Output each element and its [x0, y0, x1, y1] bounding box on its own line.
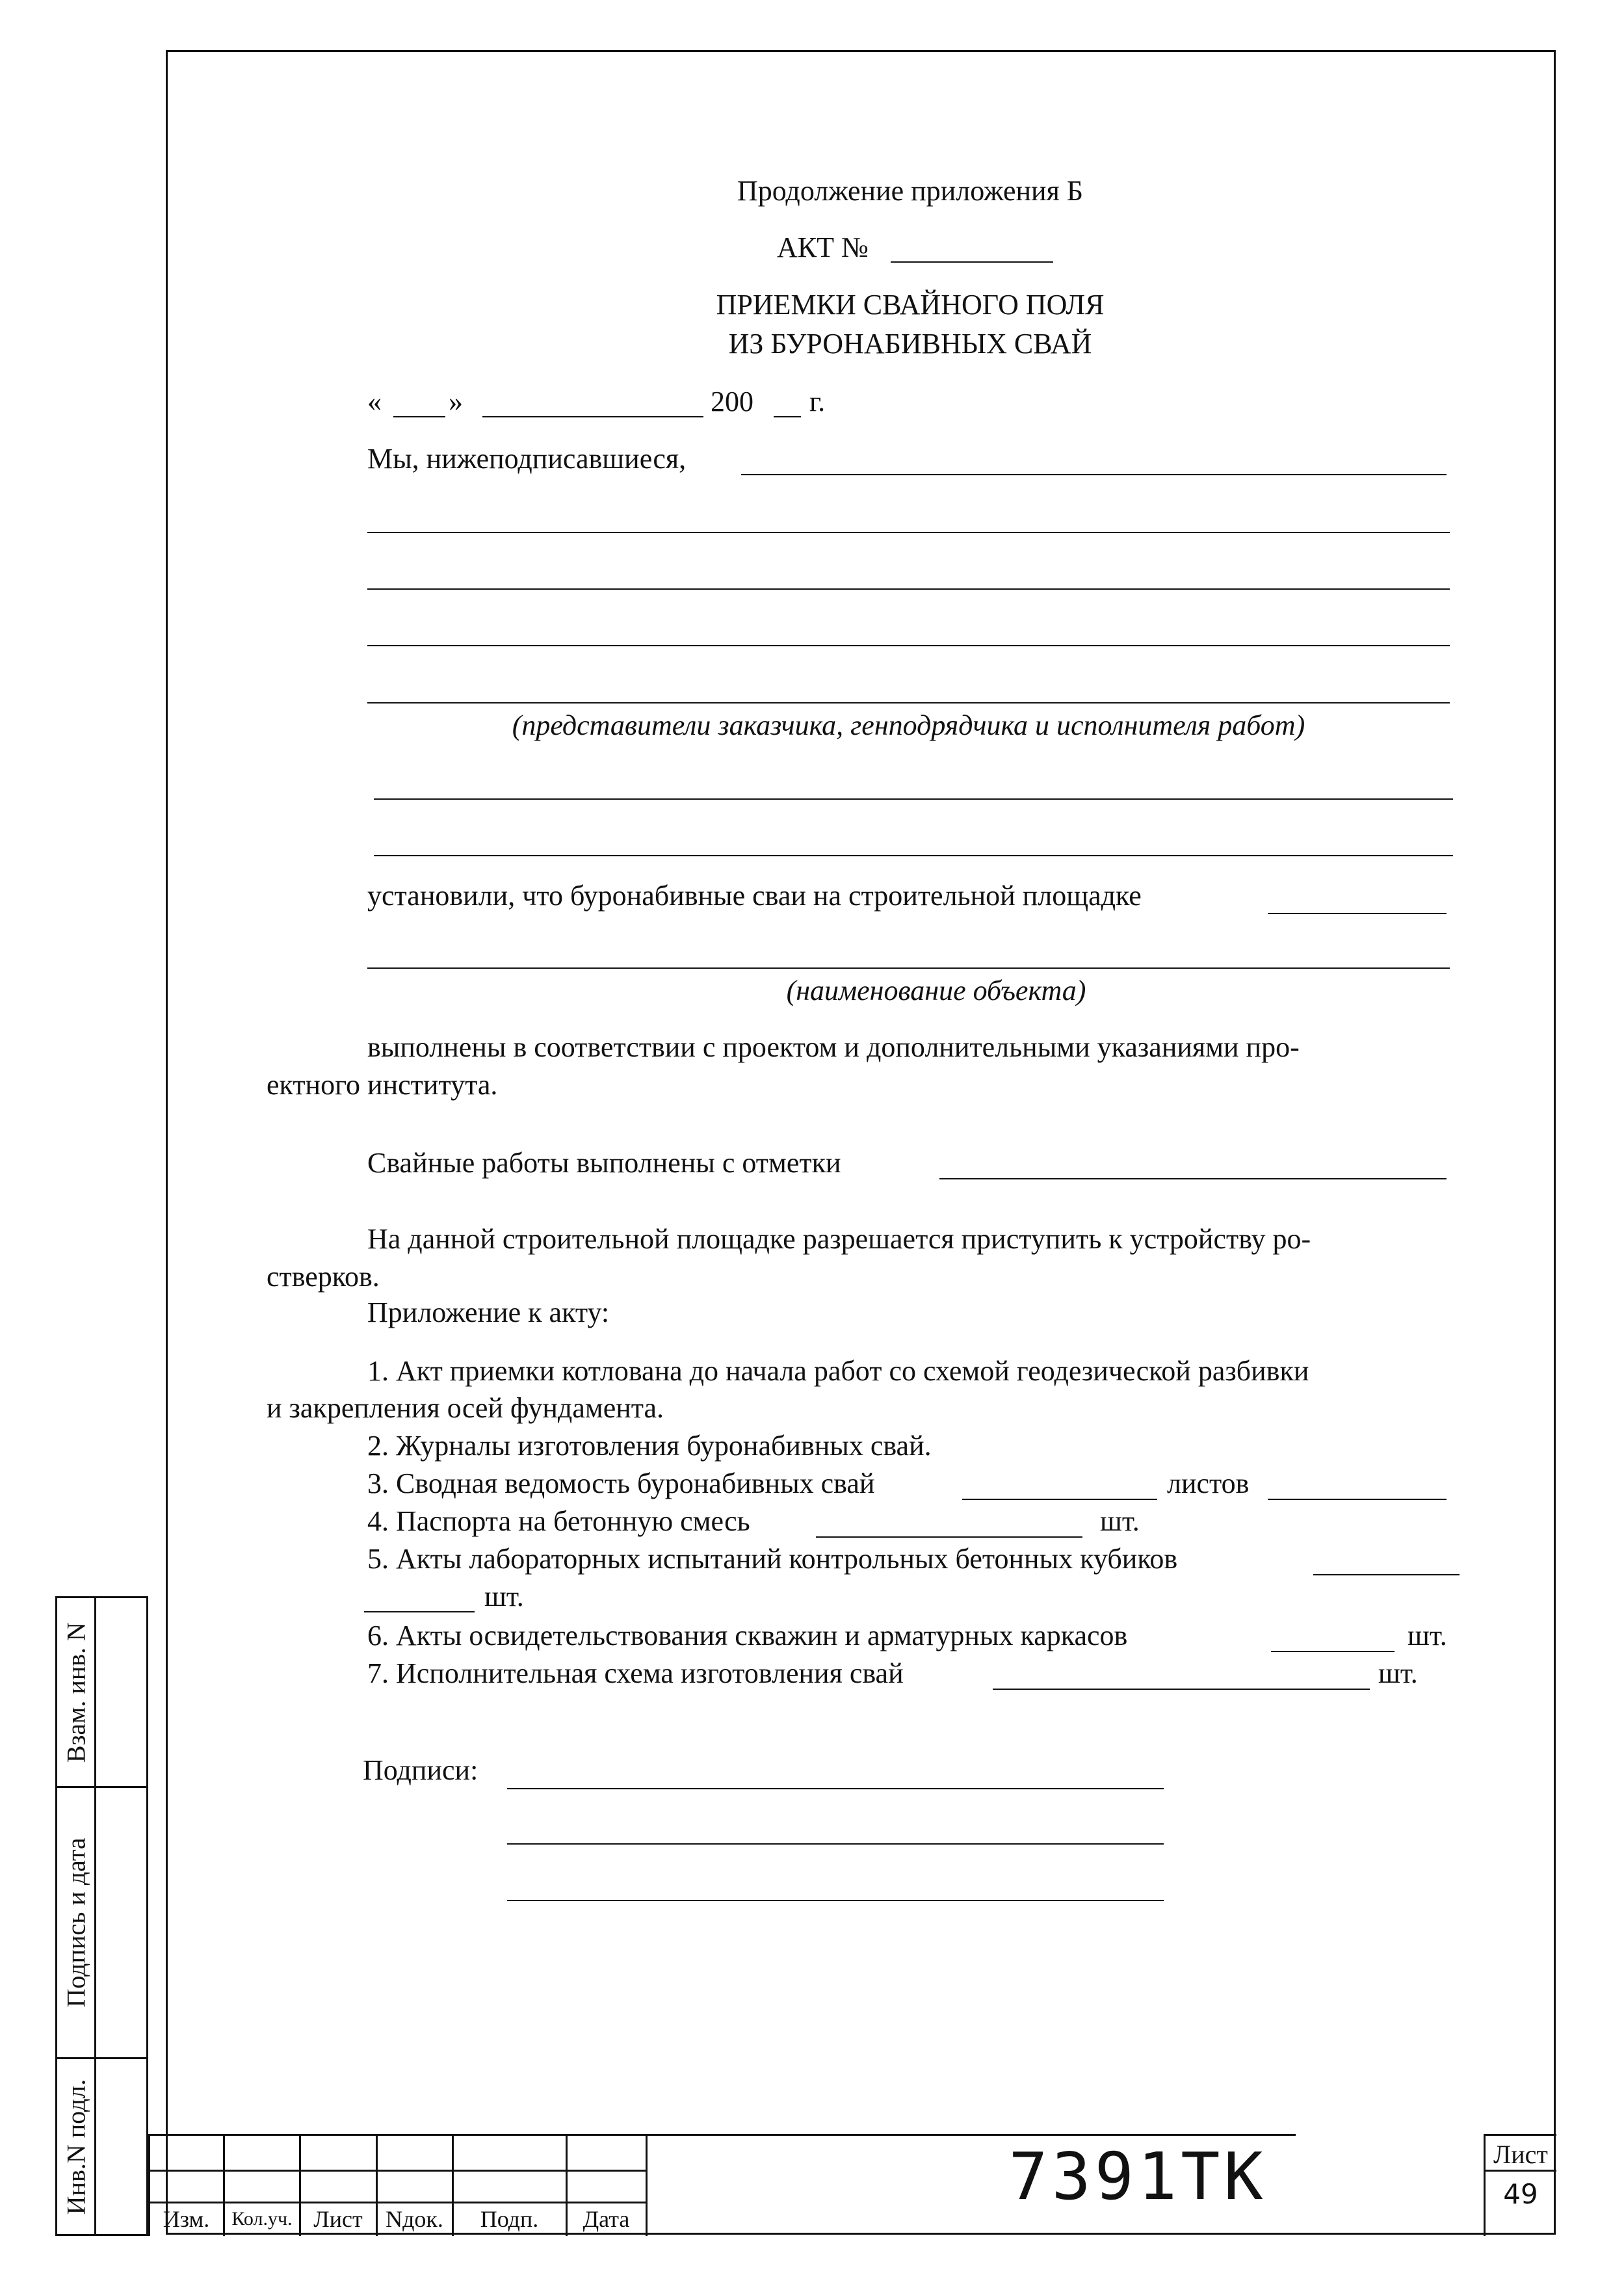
sheet-cell-top-border	[1484, 2134, 1556, 2136]
appendix-item-3: 3. Сводная ведомость буронабивных свай	[367, 1467, 875, 1499]
act-title-line2: ИЗ БУРОНАБИВНЫХ СВАЙ	[728, 328, 1092, 360]
date-open-quote: «	[367, 386, 382, 417]
pile-works-text: Свайные работы выполнены с отметки	[367, 1147, 841, 1179]
date-close-quote: »	[449, 386, 463, 417]
col-podp-label: Подп.	[480, 2206, 539, 2232]
side-stamp-inv-original	[55, 2057, 148, 2236]
item7-count-blank	[993, 1689, 1370, 1690]
appendix-item-4: 4. Паспорта на бетонную смесь	[367, 1505, 750, 1537]
title-block-top-border	[148, 2134, 1296, 2136]
performed-text-line1: выполнены в соответствии с проектом и дополнительными указаниями про-	[367, 1031, 1300, 1063]
pile-works-elevation-blank	[939, 1178, 1447, 1179]
date-day-blank	[393, 416, 445, 417]
item5-count-blank-a	[1313, 1574, 1460, 1575]
sheet-number: 49	[1503, 2178, 1538, 2210]
sheet-label: Лист	[1493, 2140, 1548, 2169]
signature-blank-3	[507, 1900, 1164, 1901]
signatories-blank-7	[374, 855, 1453, 856]
object-caption: (наименование объекта)	[786, 975, 1086, 1006]
signatories-blank-6	[374, 798, 1453, 800]
signatories-blank-4	[367, 645, 1450, 646]
we-signed-text: Мы, нижеподписавшиеся,	[367, 443, 687, 475]
item3-count-blank	[962, 1499, 1157, 1500]
col-kol-label: Кол.уч.	[231, 2208, 293, 2229]
item5-count-blank-b	[364, 1611, 475, 1612]
signatories-blank-2	[367, 532, 1450, 533]
signature-blank-2	[507, 1843, 1164, 1845]
appendix-item-5-line1: 5. Акты лабораторных испытаний контрольных бетонных кубиков	[367, 1543, 1178, 1575]
representatives-caption: (представители заказчика, генподрядчика и исполнителя работ)	[512, 709, 1305, 741]
col-list-label: Лист	[313, 2206, 363, 2232]
date-year: 200	[711, 386, 753, 417]
col-izm-label: Изм.	[163, 2206, 210, 2232]
item7-unit: шт.	[1378, 1657, 1418, 1689]
appendix-item-1-line1: 1. Акт приемки котлована до начала работ со схемой геодезической разбивки	[367, 1355, 1309, 1387]
act-number-label: АКТ №	[777, 231, 869, 263]
side-stamp-sign-date	[55, 1786, 148, 2059]
date-year-blank	[774, 416, 801, 417]
act-number-blank	[891, 261, 1053, 263]
sheet-cell-divider	[1484, 2170, 1556, 2172]
construction-site-blank	[1268, 913, 1447, 914]
signatories-blank-1	[741, 474, 1447, 475]
title-block-divider-7	[646, 2134, 648, 2236]
col-data-label: Дата	[583, 2206, 630, 2232]
item4-unit: шт.	[1100, 1505, 1140, 1537]
performed-text-line2: ектного института.	[267, 1069, 498, 1101]
side-stamp-replacement-label: Взам. инв. N	[61, 1622, 91, 1763]
item5-unit: шт.	[484, 1581, 524, 1612]
date-month-blank	[482, 416, 703, 417]
page-frame	[166, 50, 1556, 2235]
item6-unit: шт.	[1408, 1620, 1447, 1651]
signatories-blank-3	[367, 588, 1450, 590]
permitted-text-line2: стверков.	[267, 1261, 380, 1293]
act-title-line1: ПРИЕМКИ СВАЙНОГО ПОЛЯ	[716, 289, 1105, 321]
date-year-suffix: г.	[809, 386, 826, 417]
item4-count-blank	[816, 1536, 1082, 1538]
side-stamp-sign-date-label: Подпись и дата	[61, 1837, 91, 2008]
item3-sheets-blank	[1268, 1499, 1447, 1500]
permitted-text-line1: На данной строительной площадке разрешается приступить к устройству ро-	[367, 1223, 1311, 1255]
document-code: 7391ТК	[1008, 2138, 1267, 2215]
appendix-item-6: 6. Акты освидетельствования скважин и арматурных каркасов	[367, 1620, 1128, 1651]
item3-sheets-label: листов	[1167, 1467, 1250, 1499]
side-stamp-replacement	[55, 1596, 148, 1788]
object-name-blank	[367, 967, 1450, 969]
appendix-item-7: 7. Исполнительная схема изготовления свай	[367, 1657, 904, 1689]
established-text: установили, что буронабивные сваи на строительной площадке	[367, 880, 1142, 912]
item6-count-blank	[1271, 1651, 1395, 1652]
appendix-title: Приложение к акту:	[367, 1296, 610, 1328]
signature-blank-1	[507, 1788, 1164, 1789]
signatories-blank-5	[367, 702, 1450, 703]
appendix-item-2: 2. Журналы изготовления буронабивных свай.	[367, 1430, 932, 1462]
signatures-label: Подписи:	[363, 1754, 478, 1786]
side-stamp-inv-original-label: Инв.N подл.	[61, 2079, 91, 2215]
continuation-heading: Продолжение приложения Б	[737, 175, 1084, 207]
appendix-item-1-line2: и закрепления осей фундамента.	[267, 1392, 664, 1424]
col-ndok-label: Nдок.	[386, 2206, 443, 2232]
